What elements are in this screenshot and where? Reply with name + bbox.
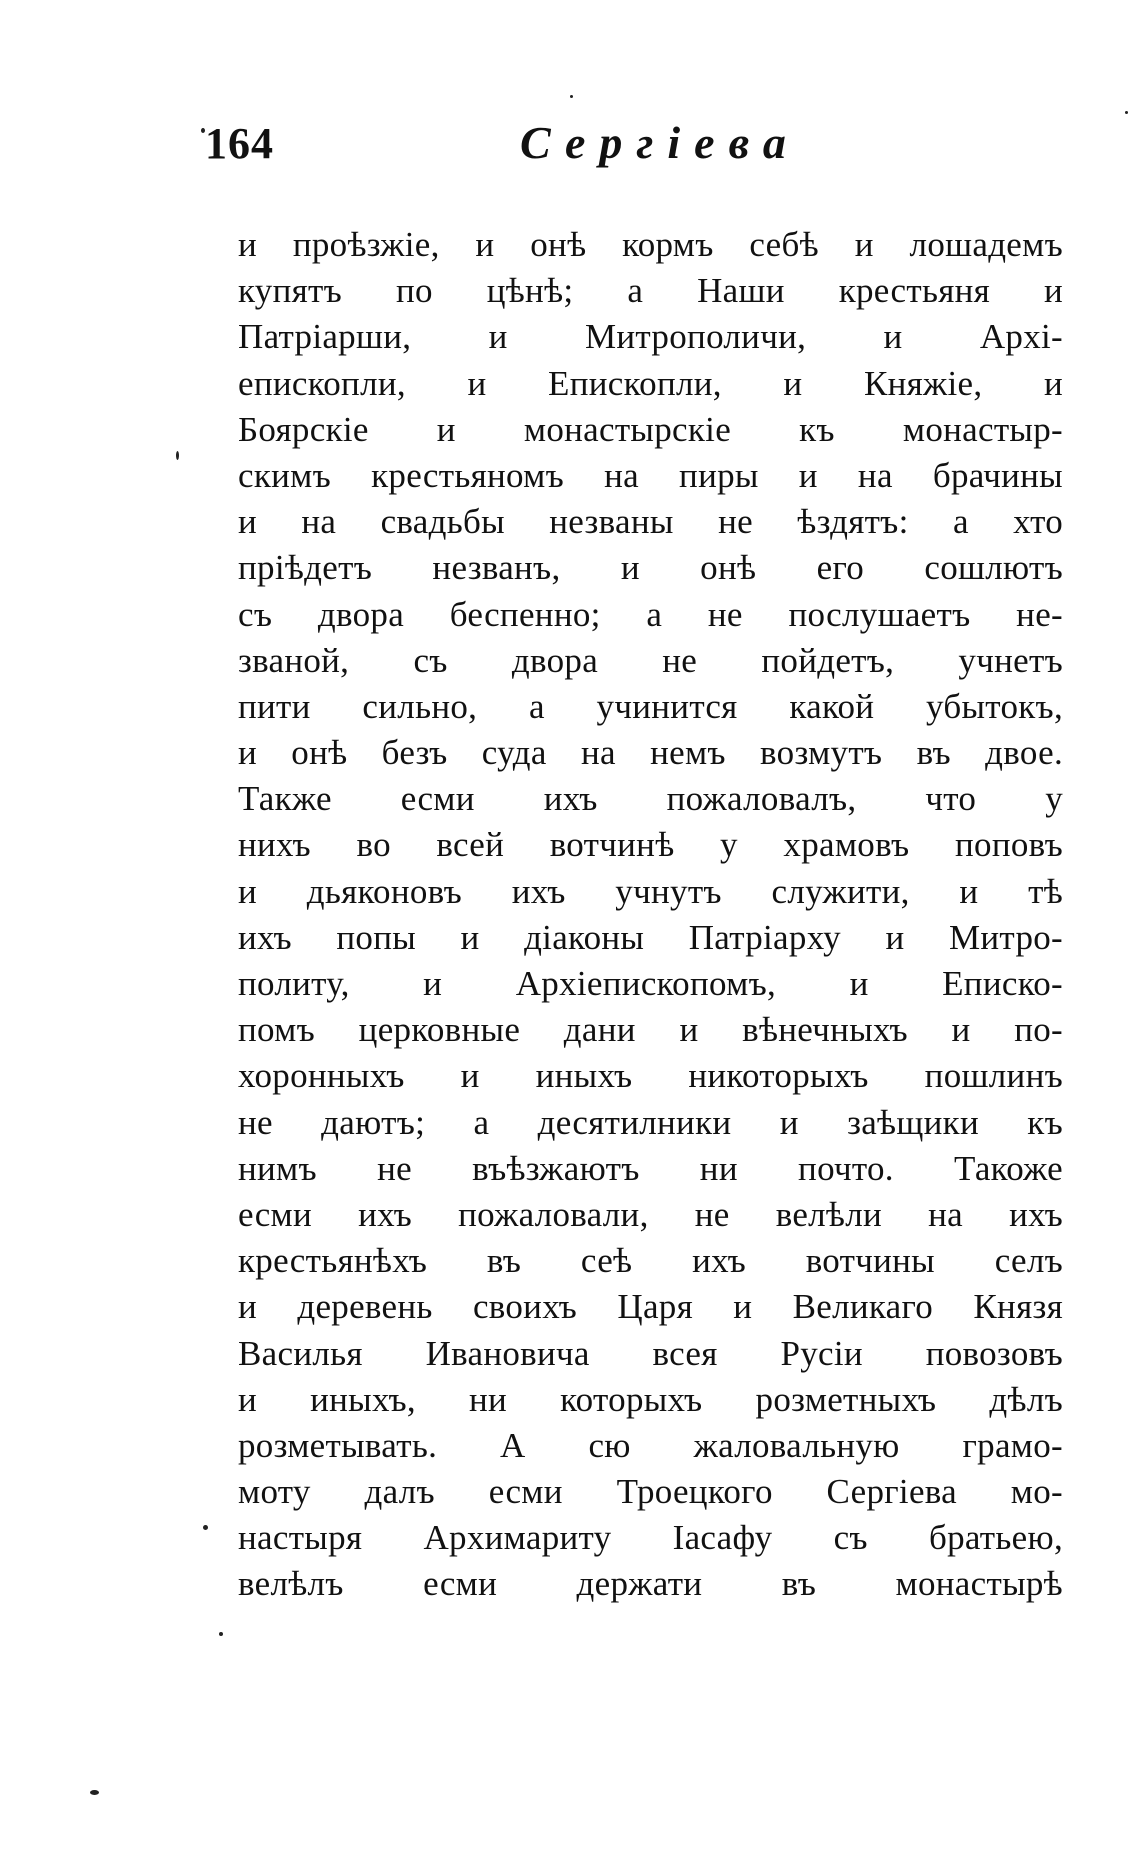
scan-speck (1125, 111, 1128, 114)
text-line: епископли, и Епископли, и Княжіе, и (238, 363, 1063, 403)
scan-speck (219, 1632, 223, 1636)
text-line: и проѣзжіе, и онѣ кормъ себѣ и лошадемъ (238, 225, 1063, 264)
text-line: и деревень своихъ Царя и Великаго Князя (238, 1287, 1063, 1327)
text-line: не даютъ; а десятилники и заѣщики къ (238, 1102, 1063, 1142)
text-line: ихъ попы и діаконы Патріарху и Митро- (238, 917, 1063, 957)
text-line: есми ихъ пожаловали, не велѣли на ихъ (238, 1194, 1063, 1234)
text-line: званой, съ двора не пойдетъ, учнетъ (238, 640, 1063, 680)
text-line: и онѣ безъ суда на немъ возмутъ въ двое. (238, 733, 1063, 773)
text-line: настыря Архимариту Іасафу съ братьею, (238, 1518, 1063, 1558)
text-line: Также есми ихъ пожаловалъ, что у (238, 779, 1063, 819)
text-line: крестьянѣхъ въ сеѣ ихъ вотчины селъ (238, 1241, 1063, 1281)
text-line: розметывать. А сю жаловальную грамо- (238, 1425, 1063, 1465)
text-line: скимъ крестьяномъ на пиры и на брачины (238, 455, 1063, 495)
text-line: и дьяконовъ ихъ учнутъ служити, и тѣ (238, 871, 1063, 911)
scan-speck (203, 1525, 208, 1530)
running-head: Сергіева (520, 117, 800, 168)
text-line: хоронныхъ и иныхъ никоторыхъ пошлинъ (238, 1056, 1063, 1096)
text-line: нимъ не въѣзжаютъ ни почто. Такоже (238, 1148, 1063, 1188)
text-line: моту далъ есми Троецкого Сергіева мо- (238, 1472, 1063, 1512)
scan-speck (90, 1790, 99, 1795)
text-line: политу, и Архіепископомъ, и Еписко- (238, 964, 1063, 1003)
page-number: 164 (205, 119, 274, 168)
text-line: велѣлъ есми держати въ монастырѣ (238, 1564, 1063, 1604)
page-header (205, 118, 945, 188)
text-line: нихъ во всей вотчинѣ у храмовъ поповъ (238, 825, 1063, 865)
text-line: пріѣдетъ незванъ, и онѣ его сошлютъ (238, 548, 1063, 588)
text-line: Боярскіе и монастырскіе къ монастыр- (238, 409, 1063, 449)
scan-speck (176, 451, 179, 460)
text-line: и иныхъ, ни которыхъ розметныхъ дѣлъ (238, 1379, 1063, 1419)
scan-speck (201, 128, 205, 133)
text-line: Патріарши, и Митрополичи, и Архі- (238, 317, 1063, 357)
text-line: помъ церковные дани и вѣнечныхъ и по- (238, 1010, 1063, 1050)
body-text (238, 222, 1063, 1608)
text-line: купятъ по цѣнѣ; а Наши крестьяня и (238, 271, 1063, 311)
text-line: и на свадьбы незваны не ѣздятъ: а хто (238, 502, 1063, 542)
text-line: Василья Ивановича всея Русіи повозовъ (238, 1333, 1063, 1373)
text-line: съ двора беспенно; а не послушаетъ не- (238, 594, 1063, 634)
scan-speck (570, 95, 573, 98)
text-line: пити сильно, а учинится какой убытокъ, (238, 686, 1063, 726)
